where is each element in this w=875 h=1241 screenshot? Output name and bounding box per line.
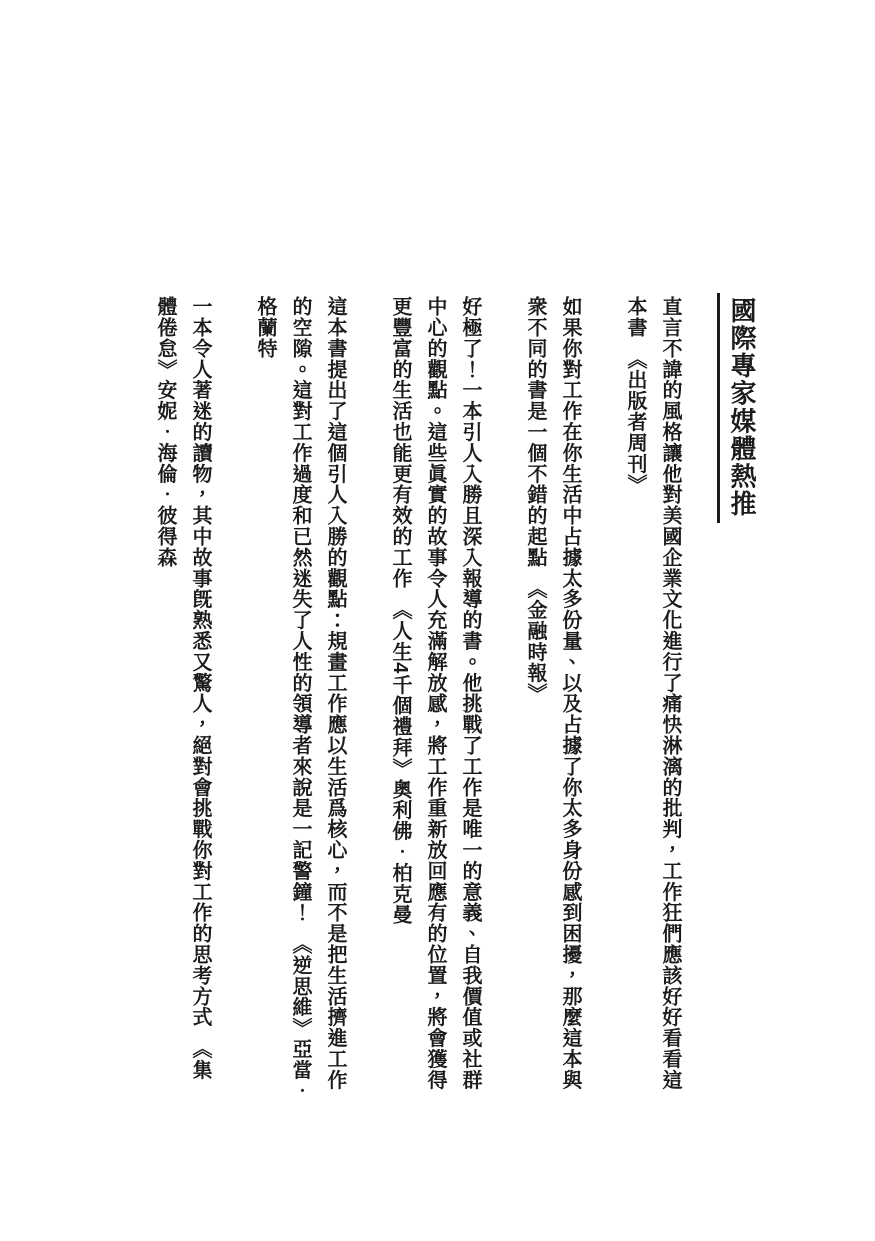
quote-anne-helen-petersen bbox=[147, 296, 217, 1118]
section-header bbox=[717, 293, 757, 523]
quote-line: 衆不同的書是一個不錯的起點 《金融時報》 bbox=[524, 296, 546, 704]
quote-adam-grant bbox=[247, 296, 352, 1118]
title-rule-line bbox=[717, 293, 720, 523]
quote-line: 的空隙。這對工作過度和已然迷失了人性的領導者來說是一記警鐘！ 《逆思維》亞當． bbox=[289, 296, 311, 1102]
page-title: 國際專家媒體熱推 bbox=[727, 297, 757, 518]
quotes-list bbox=[147, 296, 687, 1118]
quote-line: 直言不諱的風格讓他對美國企業文化進行了痛快淋漓的批判，工作狂們應該好好看看這 bbox=[659, 296, 681, 1091]
quote-line: 一本令人著迷的讀物，其中故事旣熟悉又驚人，絕對會挑戰你對工作的思考方式 《集 bbox=[189, 296, 211, 1081]
quote-line: 這本書提出了這個引人入勝的觀點：規畫工作應以生活爲核心，而不是把生活擠進工作 bbox=[324, 296, 346, 1091]
quote-line: 如果你對工作在你生活中占據太多份量、以及占據了你太多身份感到困擾，那麼這本與 bbox=[559, 296, 581, 1091]
quote-line: 體倦怠》安妮．海倫．彼得森 bbox=[154, 296, 176, 568]
quote-financial-times bbox=[517, 296, 587, 1118]
quote-line: 更豐富的生活也能更有效的工作 《人生4千個禮拜》奧利佛．柏克曼 bbox=[389, 296, 411, 926]
quote-line: 好極了！一本引人入勝且深入報導的書。他挑戰了工作是唯一的意義、自我價值或社群 bbox=[459, 296, 481, 1091]
quote-line: 中心的觀點。這些眞實的故事令人充滿解放感，將工作重新放回應有的位置，將會獲得 bbox=[424, 296, 446, 1091]
quote-publishers-weekly bbox=[617, 296, 687, 1118]
quote-line: 格蘭特 bbox=[254, 296, 276, 359]
quote-oliver-burkeman bbox=[382, 296, 487, 1118]
quote-line: 本書 《出版者周刊》 bbox=[624, 296, 646, 495]
